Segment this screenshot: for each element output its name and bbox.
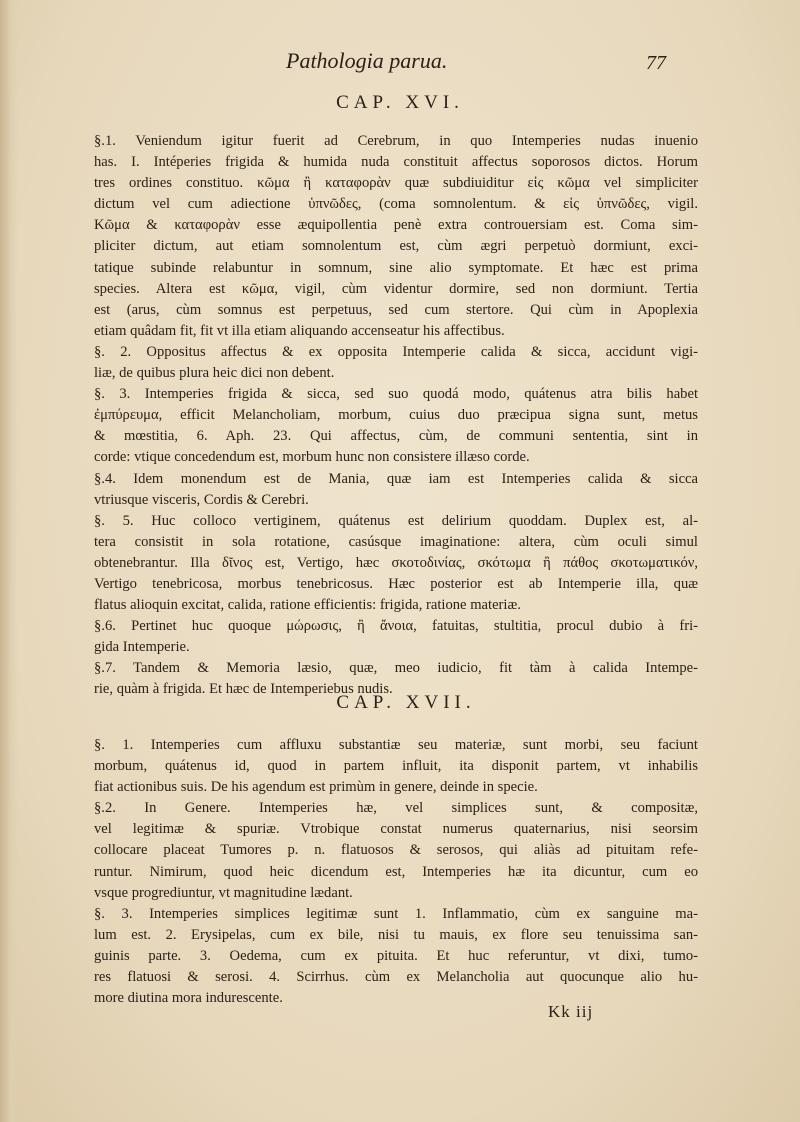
- text-line: dictum vel cum adiectione ὑπνῶδες, (coma somnolentum. & εἰς ὑπνῶδες, vigil.: [94, 196, 698, 213]
- chapter-heading-17: CAP. XVII.: [336, 692, 476, 713]
- text-line: res flatuosi & serosi. 4. Scirrhus. cùm ex Melancholia aut quocunque alio hu-: [94, 969, 698, 986]
- text-line: ἐμπύρευμα, efficit Melancholiam, morbum, cuius duo præcipua signa sunt, metus: [94, 407, 698, 424]
- text-line: fiat actionibus suis. De his agendum est primùm in genere, deinde in specie.: [94, 779, 538, 796]
- text-line: vtriusque visceris, Cordis & Cerebri.: [94, 491, 309, 508]
- text-line: §. 3. Intemperies simplices legitimæ sunt 1. Inflammatio, cùm ex sanguine ma-: [94, 905, 698, 922]
- text-line: §.1. Veniendum igitur fuerit ad Cerebrum, in quo Intemperies nudas inuenio: [94, 133, 698, 149]
- text-line: tera consistit in sola rotatione, casúsque imaginatione: altera, cùm oculi simul: [94, 533, 698, 550]
- text-line: tres ordines constituo. κῶμα ἢ καταφορὰν quæ subdiuiditur εἰς κῶμα vel simpliciter: [94, 175, 698, 192]
- text-line: §.7. Tandem & Memoria læsio, quæ, meo iudicio, fit tàm à calida Intempe-: [94, 660, 698, 677]
- text-line: §.4. Idem monendum est de Mania, quæ iam est Intemperies calida & sicca: [94, 470, 698, 487]
- text-line: & mœstitia, 6. Aph. 23. Qui affectus, cùm, de communi sententia, sint in: [94, 428, 698, 445]
- text-line: vsque progrediuntur, vt magnitudine lædant.: [94, 884, 353, 901]
- text-line: §.2. In Genere. Intemperies hæ, vel simplices sunt, & compositæ,: [94, 800, 698, 817]
- text-line: morbum, quátenus id, quod in partem influit, ita disponit partem, vt inhabilis: [94, 758, 698, 775]
- text-line: collocare placeat Tumores p. n. flatuosos & serosos, qui aliàs ad pituitam refe-: [94, 842, 698, 859]
- text-line: rie, quàm à frigida. Et hæc de Intemperiebus nudis.: [94, 681, 393, 698]
- chapter-17-text: [94, 735, 698, 1009]
- text-line: gida Intemperie.: [94, 639, 190, 656]
- text-line: etiam quâdam fit, fit vt illa etiam aliquando accenseatur his affectibus.: [94, 322, 505, 339]
- text-line: §. 2. Oppositus affectus & ex opposita Intemperie calida & sicca, accidunt vigi-: [94, 343, 698, 360]
- text-line: has. I. Intéperies frigida & humida nuda constituit affectus soporosos dictos. Horum: [94, 154, 698, 171]
- page-header: [0, 48, 800, 82]
- text-line: §. 3. Intemperies frigida & sicca, sed suo quodá modo, quátenus atra bilis habet: [94, 386, 698, 403]
- text-line: vel legitimæ & spuriæ. Vtrobique constat numerus quaternarius, nisi seorsim: [94, 821, 698, 838]
- text-line: §. 1. Intemperies cum affluxu substantiæ seu materiæ, sunt morbi, seu faciunt: [94, 737, 698, 753]
- text-line: species. Altera est κῶμα, vigil, cùm videntur dormire, sed non dormiunt. Tertia: [94, 280, 698, 297]
- running-title: Pathologia parua.: [286, 48, 448, 73]
- text-line: flatus alioquin excitat, calida, ratione efficientis: frigida, ratione materiæ.: [94, 597, 521, 614]
- text-line: liæ, de quibus plura heic dici non debent.: [94, 365, 335, 382]
- chapter-16-text: [94, 131, 698, 701]
- page-number: 77: [646, 52, 666, 74]
- text-line: §.6. Pertinet huc quoque μώρωσις, ἢ ἄνοια, fatuitas, stultitia, procul dubio à fri-: [94, 618, 698, 635]
- text-line: guinis parte. 3. Oedema, cum ex pituita. Et huc referuntur, vt dixi, tumo-: [94, 947, 698, 964]
- text-line: §. 5. Huc colloco vertiginem, quátenus est delirium quoddam. Duplex est, al-: [94, 512, 698, 529]
- text-line: Κῶμα & καταφορὰν esse æquipollentia penè extra controuersiam est. Coma sim-: [94, 217, 698, 234]
- text-line: corde: vtique concedendum est, morbum hunc non consistere illæso corde.: [94, 449, 530, 466]
- chapter-heading-16: CAP. XVI.: [336, 92, 464, 113]
- text-line: est (arus, cùm somnus est perpetuus, sed cum stertore. Qui cùm in Apoplexia: [94, 301, 698, 318]
- text-line: runtur. Nimirum, quod heic dicendum est, Intemperies hæ ita dicuntur, cum eo: [94, 863, 698, 880]
- text-line: more diutina mora indurescente.: [94, 990, 283, 1007]
- text-line: Vertigo tenebricosa, morbus tenebricosus. Hæc posterior est ab Intemperie illa, quæ: [94, 575, 698, 592]
- text-line: lum est. 2. Erysipelas, cum ex bile, nisi tu mauis, ex flore seu tenuissima san-: [94, 926, 698, 943]
- text-line: tatique subinde relabuntur in somnum, sine alio symptomate. Et hæc est prima: [94, 259, 698, 276]
- signature-mark: Kk iij: [548, 1002, 594, 1021]
- page-gutter-shadow: [0, 0, 18, 1122]
- text-line: obtenebrantur. Illa δῖνος est, Vertigo, hæc σκοτοδινίας, σκότωμα ἢ πάθος σκοτωματικόν,: [94, 554, 698, 571]
- text-line: pliciter dictum, aut etiam somnolentum est, cùm ægri perpetuò dormiunt, exci-: [94, 238, 698, 255]
